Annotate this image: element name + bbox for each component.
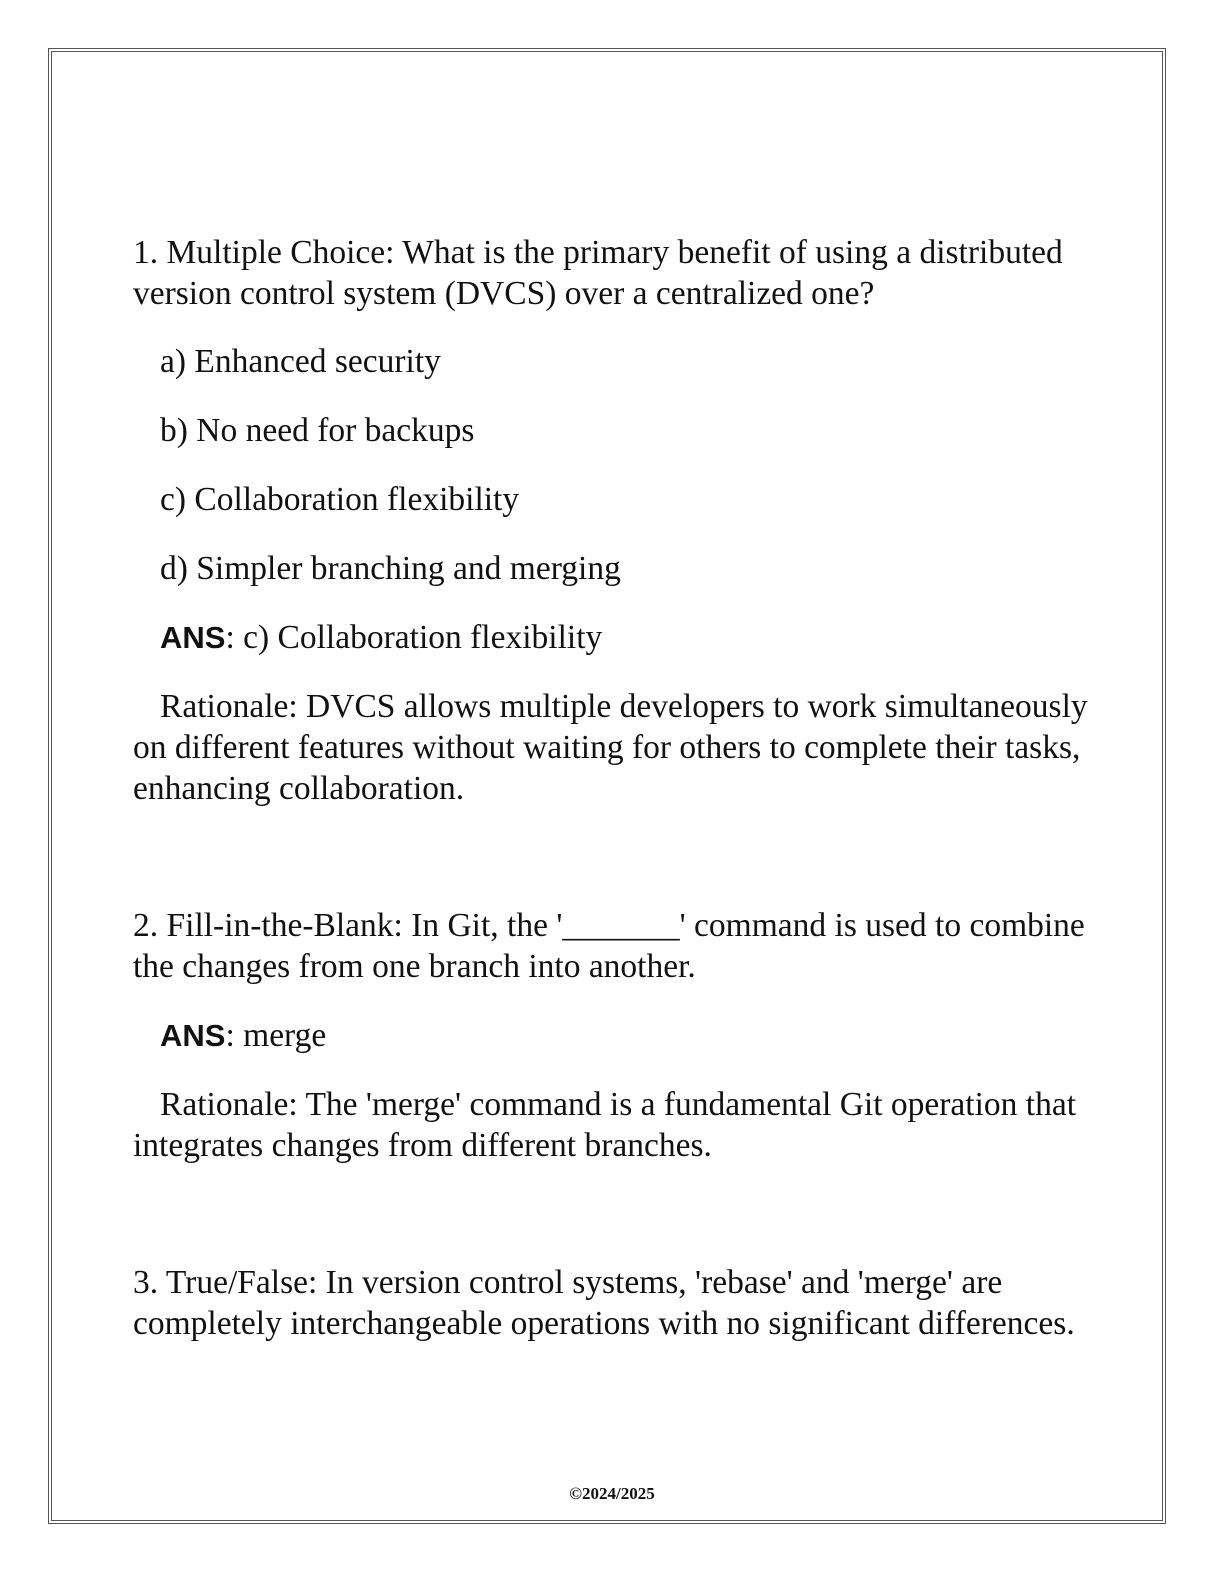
question-text: 1. Multiple Choice: What is the primary benefit of using a distributed version control system (DVCS) over a centralized one? (133, 234, 1063, 312)
rationale: Rationale: DVCS allows multiple developers to work simultaneously on different features without waiting for others to complete their tasks, enhancing collaboration. (133, 688, 1088, 807)
answer-label: ANS (160, 1018, 226, 1053)
question-text: 3. True/False: In version control systems, 'rebase' and 'merge' are completely interchangeable operations with no significant differences. (133, 1264, 1075, 1342)
question-3 (133, 1262, 1093, 1344)
answer (133, 1015, 1093, 1056)
question-2 (133, 905, 1093, 1166)
rationale: Rationale: The 'merge' command is a fundamental Git operation that integrates changes from different branches. (133, 1086, 1076, 1164)
option-b: b) No need for backups (160, 412, 475, 449)
copyright-footer: ©2024/2025 (569, 1484, 655, 1503)
option-c: c) Collaboration flexibility (160, 481, 520, 518)
document-body (133, 232, 1093, 1344)
answer-label: ANS (160, 620, 226, 655)
option-d: d) Simpler branching and merging (160, 550, 621, 587)
answer (133, 617, 1093, 658)
question-1 (133, 232, 1093, 809)
answer-text: : merge (225, 1017, 327, 1054)
question-text: 2. Fill-in-the-Blank: In Git, the '_______' command is used to combine the changes from one branch into another. (133, 907, 1085, 985)
answer-text: : c) Collaboration flexibility (225, 619, 603, 656)
option-a: a) Enhanced security (160, 343, 441, 380)
